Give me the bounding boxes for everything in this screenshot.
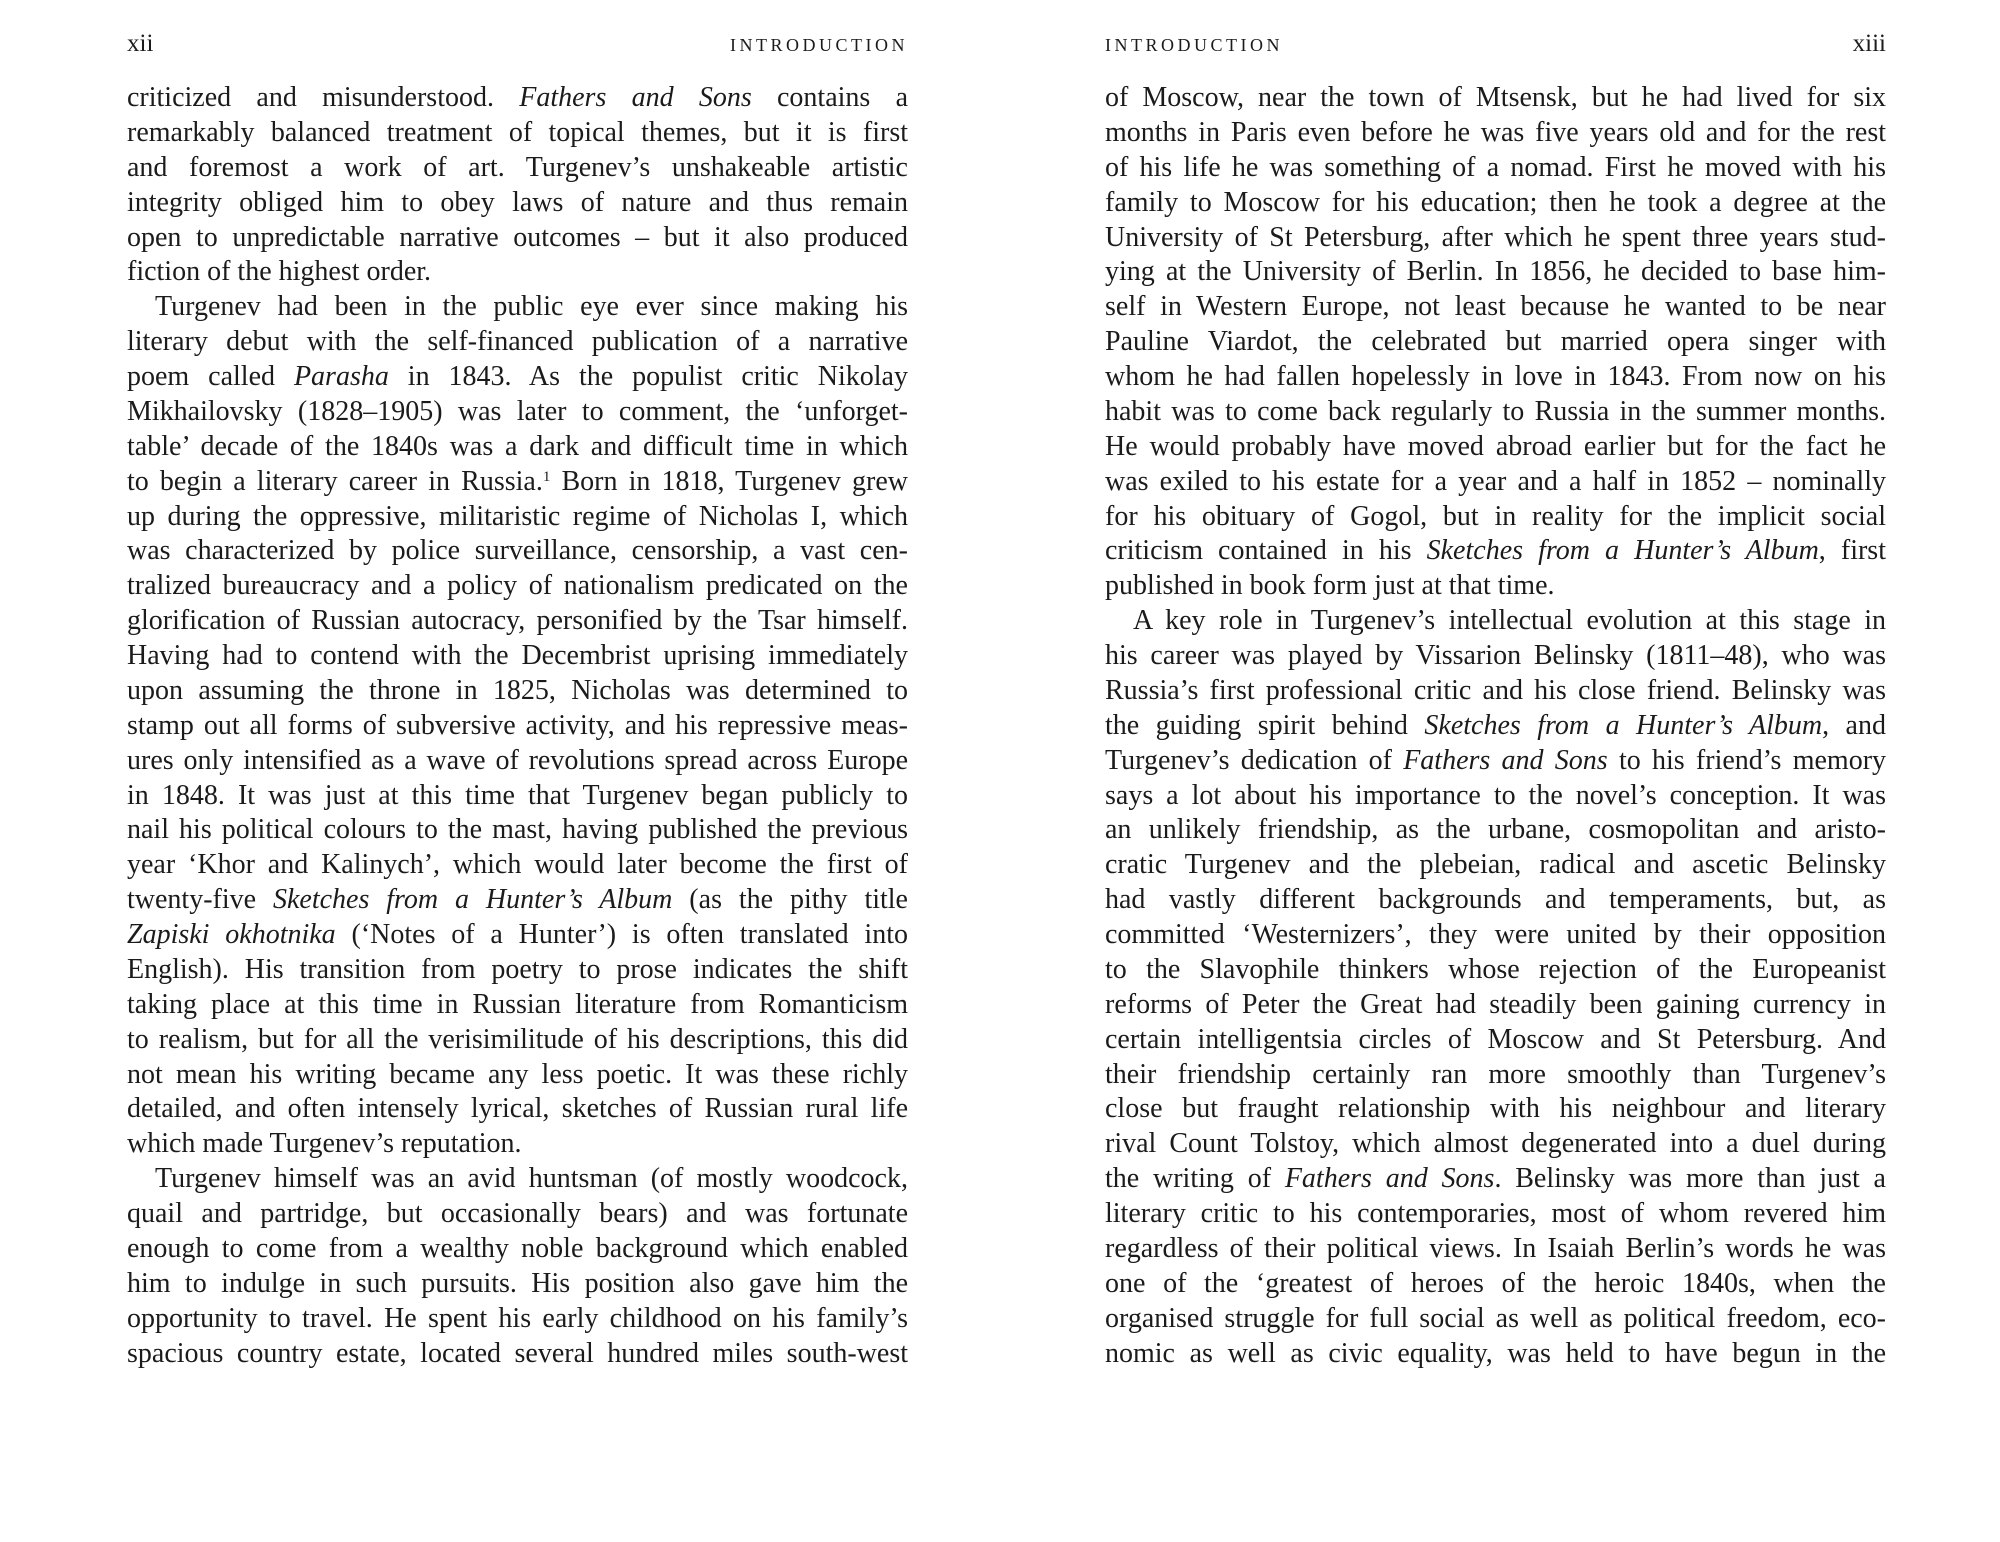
text-line [127,639,908,674]
running-head-right [1105,30,1886,58]
text-line [1105,709,1886,744]
text-run: and foremost a work of art. Turgenev’s unshakeable artistic [127,151,908,183]
text-line [1105,465,1886,500]
text-run: to the Slavophile thinkers whose rejection of the Europeanist [1105,953,1886,985]
text-run: the writing of [1105,1163,1285,1195]
text-line [127,186,908,221]
text-line [127,779,908,814]
text-run: nomic as well as civic equality, was held to have begun in the [1105,1337,1886,1369]
text-run: ures only intensified as a wave of revolutions spread across Europe [127,744,908,776]
text-line [1105,1267,1886,1302]
text-line [127,569,908,604]
text-run: integrity obliged him to obey laws of nature and thus remain [127,186,908,218]
text-run: , and [1822,709,1886,741]
text-line [127,604,908,639]
text-run: Mikhailovsky (1828–1905) was later to comment, the ‘unforget- [127,395,908,427]
text-line [1105,883,1886,918]
right-page [1105,0,1886,1542]
text-line [127,918,908,953]
text-run: up during the oppressive, militaristic regime of Nicholas I, which [127,500,908,532]
text-line [127,395,908,430]
italic-title: Sketches from a Hunter’s Album [1426,535,1819,567]
text-line [1105,639,1886,674]
italic-title: Fathers and Sons [1284,1163,1495,1195]
text-line [1105,255,1886,290]
text-line [127,848,908,883]
text-run: open to unpredictable narrative outcomes – but it also produced [127,221,908,253]
page-number: xiii [1852,30,1886,57]
text-run: an unlikely friendship, as the urbane, cosmopolitan and aristo- [1105,814,1886,846]
text-run: the guiding spirit behind [1105,709,1425,741]
body-text [127,81,908,1371]
text-run: taking place at this time in Russian literature from Romanticism [127,988,908,1020]
text-line [1105,813,1886,848]
text-line [1105,221,1886,256]
italic-title: Zapiski okhotnika [127,919,336,950]
text-run: certain intelligentsia circles of Moscow and St Petersburg. And [1105,1023,1886,1055]
text-run: in 1848. It was just at this time that Turgenev began publicly to [127,779,908,811]
text-line [127,81,908,116]
italic-title: Sketches from a Hunter’s Album [272,884,673,916]
text-line [127,151,908,186]
text-run: was characterized by police surveillance, censorship, a vast cen- [127,535,908,567]
text-run: committed ‘Westernizers’, they were united by their opposition [1105,919,1886,950]
text-line [1105,360,1886,395]
text-run: (‘Notes of a Hunter’) is often translated into [335,919,908,950]
text-line [127,1162,908,1197]
text-run: twenty-five [127,884,273,916]
text-run: quail and partridge, but occasionally bears) and was fortunate [127,1198,908,1229]
text-run: remarkably balanced treatment of topical themes, but it is first [127,116,908,148]
running-head-left [127,30,908,58]
text-line [1105,1162,1886,1197]
text-run: He would probably have moved abroad earlier but for the fact he [1105,430,1886,462]
italic-title: Sketches from a Hunter’s Album [1424,709,1823,741]
footnote-marker: 1 [542,468,551,485]
text-run: spacious country estate, located several hundred miles south-west [127,1337,908,1369]
text-line [127,534,908,569]
text-line [127,325,908,360]
text-line [127,953,908,988]
text-run: of Moscow, near the town of Mtsensk, but he had lived for six [1105,82,1886,113]
text-line [1105,116,1886,151]
text-line [127,500,908,535]
running-head-title: INTRODUCTION [730,35,908,55]
text-line [1105,395,1886,430]
text-line [1105,1023,1886,1058]
text-line [127,813,908,848]
text-run: family to Moscow for his education; then he took a degree at the [1105,186,1886,218]
text-run: for his obituary of Gogol, but in reality for the implicit social [1105,500,1886,532]
text-line [1105,151,1886,186]
text-line [1105,569,1886,604]
text-run: opportunity to travel. He spent his early childhood on his family’s [127,1302,908,1334]
text-run: enough to come from a wealthy noble background which enabled [127,1232,908,1264]
page-number: xii [127,30,154,57]
text-line [127,1197,908,1232]
text-run: in 1843. As the populist critic Nikolay [388,361,908,392]
text-run: Born in 1818, Turgenev grew [550,465,908,497]
text-run: glorification of Russian autocracy, personified by the Tsar himself. [127,605,908,637]
text-line [1105,604,1886,639]
text-run: Having had to contend with the Decembrist uprising immediately [127,640,908,671]
text-run: fiction of the highest order. [127,256,432,288]
text-run: upon assuming the throne in 1825, Nicholas was determined to [127,674,908,706]
text-line [1105,186,1886,221]
text-line [1105,81,1886,116]
text-run: organised struggle for full social as well as political freedom, eco- [1105,1302,1886,1334]
text-line [127,290,908,325]
text-run: Pauline Viardot, the celebrated but married opera singer with [1105,326,1886,358]
text-run: (as the pithy title [672,884,908,916]
text-run: to his friend’s memory [1607,744,1886,776]
text-run: tralized bureaucracy and a policy of nationalism predicated on the [127,570,908,602]
text-line [1105,1058,1886,1093]
text-run: A key role in Turgenev’s intellectual evolution at this stage in [1133,605,1886,637]
text-run: . Belinsky was more than just a [1494,1163,1886,1195]
text-run: of his life he was something of a nomad. First he moved with his [1105,151,1886,183]
text-line [127,360,908,395]
italic-title: Parasha [293,361,389,392]
text-run: self in Western Europe, not least because he wanted to be near [1105,291,1886,323]
text-run: poem called [127,361,294,392]
italic-title: Fathers and Sons [1403,744,1608,776]
text-run: criticized and misunderstood. [127,82,520,113]
text-line [127,1058,908,1093]
text-run: to realism, but for all the verisimilitude of his descriptions, this did [127,1023,908,1055]
text-run: cratic Turgenev and the plebeian, radical and ascetic Belinsky [1105,849,1886,881]
text-line [1105,988,1886,1023]
running-head-title: INTRODUCTION [1105,35,1283,55]
text-line [1105,674,1886,709]
text-line [127,116,908,151]
text-line [1105,1232,1886,1267]
text-line [1105,1197,1886,1232]
text-run: literary critic to his contemporaries, most of whom revered him [1105,1198,1886,1229]
text-line [1105,744,1886,779]
text-run: says a lot about his importance to the novel’s conception. It was [1105,779,1886,811]
text-line [127,221,908,256]
text-line [1105,779,1886,814]
italic-title: Fathers and Sons [519,82,752,113]
text-line [127,883,908,918]
text-run: detailed, and often intensely lyrical, sketches of Russian rural life [127,1093,908,1125]
text-run: their friendship certainly ran more smoothly than Turgenev’s [1105,1058,1886,1090]
text-run: published in book form just at that time. [1105,570,1555,602]
text-run: stamp out all forms of subversive activity, and his repressive meas- [127,709,908,741]
text-line [1105,918,1886,953]
text-run: Turgenev’s dedication of [1105,744,1404,776]
text-run: English). His transition from poetry to prose indicates the shift [127,953,908,985]
text-line [1105,1337,1886,1372]
text-run: him to indulge in such pursuits. His position also gave him the [127,1267,908,1299]
text-line [127,465,908,500]
text-line [127,674,908,709]
text-run: had vastly different backgrounds and temperaments, but, as [1105,884,1886,916]
text-line [1105,430,1886,465]
text-run: Turgenev had been in the public eye ever since making his [155,291,908,323]
text-run: University of St Petersburg, after which he spent three years stud- [1105,221,1886,253]
text-line [1105,848,1886,883]
text-line [1105,290,1886,325]
text-line [1105,500,1886,535]
text-line [127,1302,908,1337]
text-run: , first [1818,535,1886,567]
text-run: ying at the University of Berlin. In 1856, he decided to base him- [1105,256,1886,288]
text-line [1105,325,1886,360]
text-line [127,1127,908,1162]
text-line [127,744,908,779]
text-line [1105,953,1886,988]
text-line [1105,534,1886,569]
text-run: table’ decade of the 1840s was a dark and difficult time in which [127,430,908,462]
text-run: close but fraught relationship with his neighbour and literary [1105,1093,1886,1125]
text-run: to begin a literary career in Russia. [127,465,543,497]
text-line [127,709,908,744]
left-page [127,0,908,1542]
text-run: rival Count Tolstoy, which almost degenerated into a duel during [1105,1128,1886,1160]
text-run: was exiled to his estate for a year and a half in 1852 – nominally [1105,465,1886,497]
text-run: nail his political colours to the mast, having published the previous [127,814,908,846]
text-run: literary debut with the self-financed publication of a narrative [127,326,908,358]
body-text [1105,81,1886,1371]
text-line [127,255,908,290]
text-run: criticism contained in his [1105,535,1427,567]
text-line [127,1232,908,1267]
text-run: habit was to come back regularly to Russia in the summer months. [1105,395,1886,427]
text-run: months in Paris even before he was five years old and for the rest [1105,116,1886,148]
text-run: whom he had fallen hopelessly in love in 1843. From now on his [1105,361,1886,392]
text-run: reforms of Peter the Great had steadily been gaining currency in [1105,988,1886,1020]
text-line [1105,1302,1886,1337]
text-line [127,430,908,465]
text-run: not mean his writing became any less poetic. It was these richly [127,1058,908,1090]
text-run: Russia’s first professional critic and his close friend. Belinsky was [1105,674,1886,706]
text-run: year ‘Khor and Kalinych’, which would later become the first of [127,849,908,881]
text-line [1105,1092,1886,1127]
text-line [127,1337,908,1372]
text-run: his career was played by Vissarion Belinsky (1811–48), who was [1105,640,1886,671]
text-line [127,1092,908,1127]
text-run: Turgenev himself was an avid huntsman (of mostly woodcock, [155,1163,908,1195]
text-run: which made Turgenev’s reputation. [127,1128,522,1160]
text-line [1105,1127,1886,1162]
text-run: contains a [751,82,908,113]
text-line [127,1267,908,1302]
text-run: regardless of their political views. In Isaiah Berlin’s words he was [1105,1232,1886,1264]
text-run: one of the ‘greatest of heroes of the heroic 1840s, when the [1105,1267,1886,1299]
text-line [127,1023,908,1058]
text-line [127,988,908,1023]
